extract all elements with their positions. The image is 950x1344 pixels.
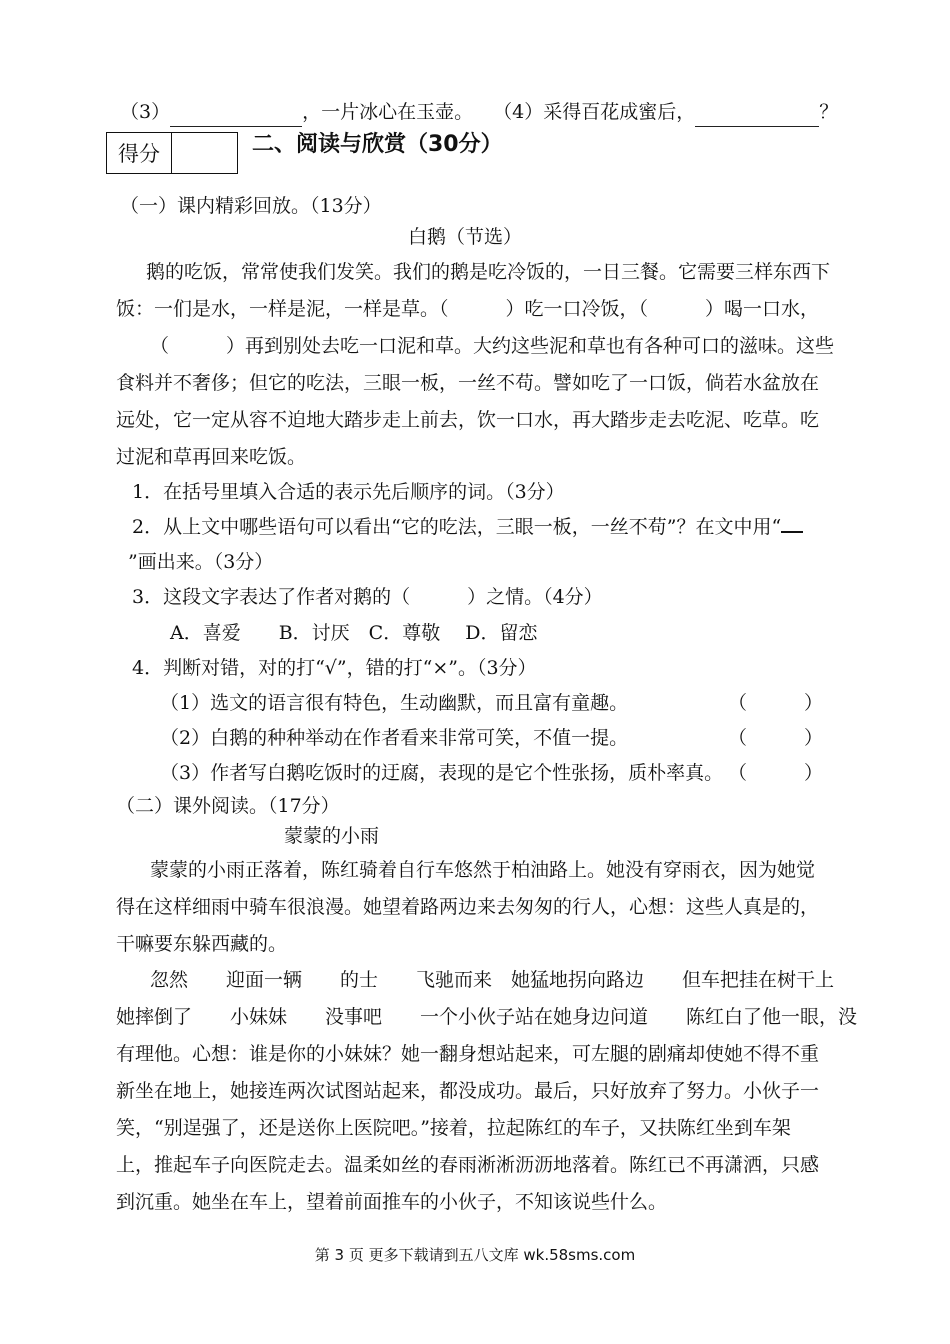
page-footer: 第 3 页 更多下载请到五八文库 wk.58sms.com	[314, 1246, 636, 1264]
q4-end: ？	[819, 101, 839, 123]
judge-item-text: （3）作者写白鹅吃饭时的迂腐，表现的是它个性张扬，质朴率真。	[160, 762, 724, 784]
q4-label: （4）采得百花成蜜后，	[493, 101, 696, 123]
passage-line: 食料并不奢侈；但它的吃法，三眼一板，一丝不苟。譬如吃了一口饭，倘若水盆放在	[116, 372, 820, 394]
underline-mark	[781, 517, 803, 533]
score-label: 得分	[107, 133, 172, 173]
question-4: 4．判断对错，对的打“√”，错的打“×”。（3分）	[132, 657, 537, 679]
question-2-text: 2．从上文中哪些语句可以看出“它的吃法，三眼一板，一丝不苟”？在文中用“	[132, 516, 782, 538]
score-box	[106, 132, 238, 174]
passage-line: 有理他。心想：谁是你的小妹妹？她一翻身想站起来，可左腿的剧痛却使她不得不重	[116, 1043, 820, 1065]
judge-answer[interactable]: （ ）	[728, 727, 824, 749]
judge-item	[160, 724, 628, 752]
question-2	[132, 513, 803, 541]
part1-heading: （一）课内精彩回放。（13分）	[120, 195, 382, 217]
passage-line: 她摔倒了 小妹妹 没事吧 一个小伙子站在她身边问道 陈红白了他一眼，没	[116, 1006, 858, 1028]
passage-line: 到沉重。她坐在车上，望着前面推车的小伙子，不知该说些什么。	[116, 1191, 668, 1213]
question-1: 1．在括号里填入合适的表示先后顺序的词。（3分）	[132, 481, 565, 503]
question-3-options: A．喜爱 B．讨厌 C．尊敬 D．留恋	[170, 622, 538, 644]
q4-blank[interactable]	[695, 98, 819, 127]
passage-line: 新坐在地上，她接连两次试图站起来，都没成功。最后，只好放弃了努力。小伙子一	[116, 1080, 820, 1102]
passage-line: 远处，它一定从容不迫地大踏步走上前去，饮一口水，再大踏步走去吃泥、吃草。吃	[116, 409, 820, 431]
passage-line: 蒙蒙的小雨正落着，陈红骑着自行车悠然于柏油路上。她没有穿雨衣，因为她觉	[150, 859, 816, 881]
q3-label: （3）	[120, 101, 171, 123]
passage-line: 忽然 迎面一辆 的士 飞驰而来 她猛地拐向路边 但车把挂在树干上	[150, 969, 835, 991]
q3-blank[interactable]	[170, 98, 302, 127]
passage-line: 过泥和草再回来吃饭。	[116, 446, 307, 468]
passage-title: 白鹅（节选）	[408, 226, 523, 248]
judge-item-text: （2）白鹅的种种举动在作者看来非常可笑，不值一提。	[160, 727, 629, 749]
passage-title: 蒙蒙的小雨	[284, 825, 380, 847]
part2-heading: （二）课外阅读。（17分）	[116, 795, 340, 817]
q3-text: ，一片冰心在玉壶。	[302, 101, 474, 123]
passage-line: 干嘛要东躲西藏的。	[116, 933, 288, 955]
question-3: 3．这段文字表达了作者对鹅的（ ）之情。（4分）	[132, 586, 603, 608]
passage-line: 得在这样细雨中骑车很浪漫。她望着路两边来去匆匆的行人，心想：这些人真是的，	[116, 896, 820, 918]
passage-line: （ ）再到别处去吃一口泥和草。大约这些泥和草也有各种可口的滋味。这些	[150, 335, 835, 357]
score-field[interactable]	[172, 133, 237, 173]
judge-answer[interactable]: （ ）	[728, 692, 824, 714]
poem-fill-line	[120, 98, 838, 127]
section-title: 二、阅读与欣赏（30分）	[252, 132, 503, 157]
judge-item-text: （1）选文的语言很有特色，生动幽默，而且富有童趣。	[160, 692, 629, 714]
judge-item	[160, 759, 723, 787]
passage-line: 上，推起车子向医院走去。温柔如丝的春雨淅淅沥沥地落着。陈红已不再潇洒，只感	[116, 1154, 820, 1176]
question-2-cont: ”画出来。（3分）	[128, 551, 274, 573]
passage-line: 鹅的吃饭，常常使我们发笑。我们的鹅是吃冷饭的，一日三餐。它需要三样东西下	[146, 261, 831, 283]
passage-line: 饭：一们是水，一样是泥，一样是草。（ ）吃一口冷饭，（ ）喝一口水，	[116, 298, 820, 320]
judge-item	[160, 689, 628, 717]
passage-line: 笑，“别逞强了，还是送你上医院吧。”接着，拉起陈红的车子，又扶陈红坐到车架	[116, 1117, 791, 1139]
judge-answer[interactable]: （ ）	[728, 762, 824, 784]
